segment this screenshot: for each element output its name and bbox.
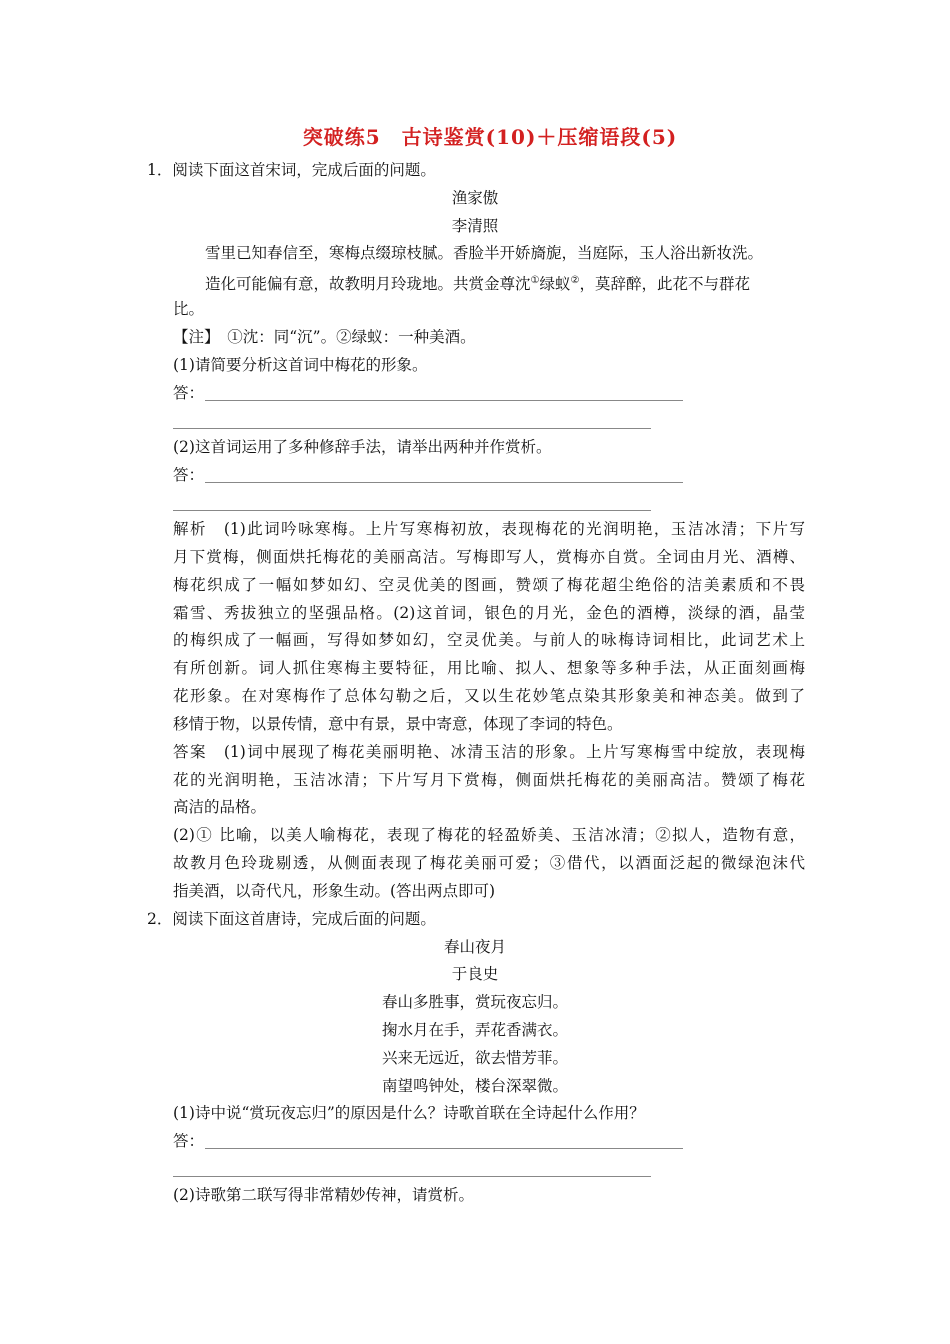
- answer-text-line: 故教月色玲珑剔透，从侧面表现了梅花美丽可爱；③借代，以酒面泛起的微绿泡沫代: [173, 854, 805, 872]
- page-title: 突破练5 古诗鉴赏(10)＋压缩语段(5): [302, 125, 678, 149]
- q1-poem-line-2-text-a: 造化可能偏有意，故教明月玲珑地。共赏金尊沈: [205, 275, 531, 294]
- q1-poem-line-3: 比。: [173, 300, 205, 318]
- q2-author: 于良史: [451, 965, 499, 983]
- answer-text-line: 答案 (1)词中展现了梅花美丽明艳、冰清玉洁的形象。上片写寒梅雪中绽放，表现梅: [173, 743, 805, 761]
- q1-sub-question-1: (1)请简要分析这首词中梅花的形象。: [173, 356, 428, 374]
- q2-poem-line-1: 春山多胜事，赏玩夜忘归。: [381, 993, 568, 1011]
- q1-poem-title: 渔家傲: [451, 189, 499, 207]
- analysis-line: 解析 (1)此词吟咏寒梅。上片写寒梅初放，表现梅花的光润明艳，玉洁冰清；下片写: [173, 520, 805, 538]
- analysis-line: 有所创新。词人抓住寒梅主要特征，用比喻、拟人、想象等多种手法，从正面刻画梅: [173, 659, 805, 677]
- answer-line: [173, 428, 651, 429]
- q1-answer-label-2: 答：: [173, 466, 205, 484]
- q2-poem-line-3: 兴来无远近，欲去惜芳菲。: [381, 1049, 568, 1067]
- footnote-marker-2: ②: [570, 275, 580, 286]
- q1-prompt: 1．阅读下面这首宋词，完成后面的问题。: [147, 161, 436, 179]
- analysis-line: 霜雪、秀拔独立的坚强品格。(2)这首词，银色的月光，金色的酒樽，淡绿的酒，晶莹: [173, 604, 805, 622]
- q2-poem-title: 春山夜月: [443, 938, 506, 956]
- analysis-line: 的梅织成了一幅画，写得如梦如幻，空灵优美。与前人的咏梅诗词相比，此词艺术上: [173, 631, 805, 649]
- q1-poem-line-2-text-b: 绿蚁: [539, 275, 571, 294]
- q1-poem-line-2: [205, 271, 750, 294]
- q1-author: 李清照: [451, 217, 499, 235]
- answer-text-line: 花的光润明艳，玉洁冰清；下片写月下赏梅，侧面烘托梅花的美丽高洁。赞颂了梅花: [173, 771, 805, 789]
- q2-poem-line-4: 南望鸣钟处，楼台深翠微。: [381, 1077, 568, 1095]
- analysis-line: 梅花织成了一幅如梦如幻、空灵优美的图画，赞颂了梅花超尘绝俗的洁美素质和不畏: [173, 576, 805, 594]
- q1-poem-line-1: 雪里已知春信至，寒梅点缀琼枝腻。香脸半开娇旖旎，当庭际，玉人浴出新妆洗。: [205, 244, 764, 262]
- q2-poem-line-2: 掬水月在手，弄花香满衣。: [381, 1021, 568, 1039]
- q2-answer-label-1: 答：: [173, 1132, 205, 1150]
- q1-sub-question-2: (2)这首词运用了多种修辞手法，请举出两种并作赏析。: [173, 438, 552, 456]
- analysis-line: 月下赏梅，侧面烘托梅花的美丽高洁。写梅即写人，赏梅亦自赏。全词由月光、酒樽、: [173, 548, 805, 566]
- answer-text-line: 指美酒，以奇代凡，形象生动。(答出两点即可): [173, 882, 496, 900]
- answer-line: [205, 1148, 683, 1149]
- answer-text-line: 高洁的品格。: [173, 798, 267, 816]
- answer-line: [173, 510, 651, 511]
- answer-line: [205, 400, 683, 401]
- analysis-line: 移情于物，以景传情，意中有景，景中寄意，体现了李词的特色。: [173, 715, 623, 733]
- answer-text-line: (2)① 比喻，以美人喻梅花，表现了梅花的轻盈娇美、玉洁冰清；②拟人，造物有意，: [173, 826, 805, 844]
- q1-poem-line-2-text-c: ，莫辞醉，此花不与群花: [579, 275, 750, 294]
- answer-line: [173, 1176, 651, 1177]
- q2-sub-question-2: (2)诗歌第二联写得非常精妙传神，请赏析。: [173, 1186, 474, 1204]
- q1-answer-label-1: 答：: [173, 384, 205, 402]
- analysis-line: 花形象。在对寒梅作了总体勾勒之后，又以生花妙笔点染其形象美和神态美。做到了: [173, 687, 805, 705]
- footnote-marker-1: ①: [530, 275, 540, 286]
- q2-sub-question-1: (1)诗中说“赏玩夜忘归”的原因是什么？诗歌首联在全诗起什么作用？: [173, 1104, 645, 1122]
- q2-prompt: 2．阅读下面这首唐诗，完成后面的问题。: [147, 910, 436, 928]
- answer-line: [205, 482, 683, 483]
- q1-note: 【注】 ①沈：同“沉”。②绿蚁：一种美酒。: [173, 328, 476, 346]
